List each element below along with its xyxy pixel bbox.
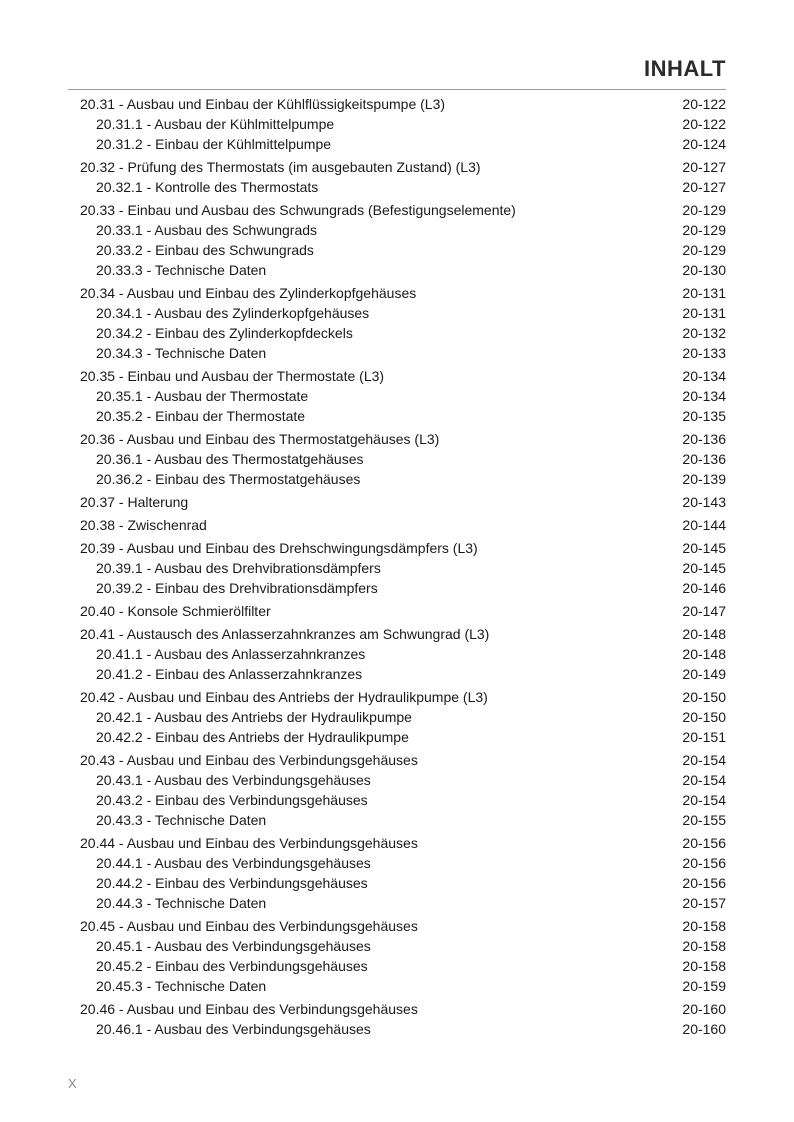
toc-entry-title: 20.32.1 - Kontrolle des Thermostats [96,179,319,195]
toc-entry[interactable] [80,916,726,936]
toc-entry-page: 20-136 [682,451,726,467]
toc-section [80,833,726,913]
toc-subentry[interactable] [80,707,726,727]
toc-entry-page: 20-133 [682,345,726,361]
toc-entry[interactable] [80,429,726,449]
toc-entry-title: 20.33.1 - Ausbau des Schwungrads [96,222,318,238]
toc-entry-title: 20.31.1 - Ausbau der Kühlmittelpumpe [96,116,335,132]
toc-entry-page: 20-158 [682,938,726,954]
toc-entry-page: 20-134 [682,368,726,384]
toc-entry-page: 20-124 [682,136,726,152]
toc-section [80,999,726,1039]
toc-subentry[interactable] [80,134,726,154]
toc-section [80,200,726,280]
toc-entry-title: 20.36.1 - Ausbau des Thermostatgehäuses [96,451,364,467]
toc-subentry[interactable] [80,770,726,790]
toc-entry-title: 20.34.1 - Ausbau des Zylinderkopfgehäuses [96,305,370,321]
toc-subentry[interactable] [80,469,726,489]
toc-subentry[interactable] [80,853,726,873]
toc-entry-page: 20-134 [682,388,726,404]
page-title: INHALT [643,56,726,81]
header-divider [68,89,726,90]
toc-subentry[interactable] [80,810,726,830]
toc-entry-title: 20.42 - Ausbau und Einbau des Antriebs der Hydraulikpumpe (L3) [80,689,488,705]
toc-subentry[interactable] [80,260,726,280]
toc-entry-title: 20.45 - Ausbau und Einbau des Verbindungsgehäuses [80,918,418,934]
toc-entry-page: 20-154 [682,772,726,788]
toc-subentry[interactable] [80,449,726,469]
toc-entry[interactable] [80,833,726,853]
toc-entry-page: 20-145 [682,560,726,576]
table-of-contents [80,94,726,1042]
toc-subentry[interactable] [80,727,726,747]
toc-subentry[interactable] [80,558,726,578]
toc-subentry[interactable] [80,406,726,426]
toc-entry-page: 20-146 [682,580,726,596]
toc-entry-title: 20.44.1 - Ausbau des Verbindungsgehäuses [96,855,371,871]
toc-entry-title: 20.44 - Ausbau und Einbau des Verbindungsgehäuses [80,835,418,851]
toc-entry-page: 20-131 [682,285,726,301]
toc-entry-title: 20.32 - Prüfung des Thermostats (im ausgebauten Zustand) (L3) [80,159,481,175]
toc-entry[interactable] [80,687,726,707]
toc-entry[interactable] [80,283,726,303]
toc-subentry[interactable] [80,976,726,996]
toc-entry-title: 20.33.2 - Einbau des Schwungrads [96,242,314,258]
toc-subentry[interactable] [80,936,726,956]
toc-entry-page: 20-156 [682,855,726,871]
toc-entry-title: 20.36 - Ausbau und Einbau des Thermostatgehäuses (L3) [80,431,440,447]
toc-section [80,687,726,747]
toc-entry-title: 20.37 - Halterung [80,494,189,510]
toc-subentry[interactable] [80,790,726,810]
toc-subentry[interactable] [80,1019,726,1039]
toc-subentry[interactable] [80,303,726,323]
toc-entry-page: 20-155 [682,812,726,828]
toc-entry-title: 20.38 - Zwischenrad [80,517,207,533]
toc-subentry[interactable] [80,956,726,976]
toc-section [80,601,726,621]
toc-entry-title: 20.45.3 - Technische Daten [96,978,267,994]
toc-entry-page: 20-127 [682,159,726,175]
toc-entry-page: 20-127 [682,179,726,195]
toc-section [80,94,726,154]
toc-entry-title: 20.39.2 - Einbau des Drehvibrationsdämpfers [96,580,378,596]
toc-entry-page: 20-131 [682,305,726,321]
toc-entry[interactable] [80,601,726,621]
toc-entry-title: 20.33.3 - Technische Daten [96,262,267,278]
toc-entry-page: 20-158 [682,918,726,934]
toc-entry-page: 20-132 [682,325,726,341]
toc-entry-page: 20-122 [682,96,726,112]
toc-entry-title: 20.45.2 - Einbau des Verbindungsgehäuses [96,958,368,974]
toc-entry-page: 20-143 [682,494,726,510]
toc-entry-title: 20.41 - Austausch des Anlasserzahnkranzes am Schwungrad (L3) [80,626,490,642]
toc-entry-page: 20-149 [682,666,726,682]
toc-section [80,750,726,830]
toc-entry-page: 20-122 [682,116,726,132]
toc-entry-page: 20-148 [682,646,726,662]
toc-section [80,916,726,996]
toc-entry-title: 20.42.2 - Einbau des Antriebs der Hydraulikpumpe [96,729,409,745]
toc-entry-page: 20-139 [682,471,726,487]
toc-entry-title: 20.39 - Ausbau und Einbau des Drehschwingungsdämpfers (L3) [80,540,478,556]
toc-entry-title: 20.39.1 - Ausbau des Drehvibrationsdämpfers [96,560,381,576]
toc-entry[interactable] [80,157,726,177]
toc-subentry[interactable] [80,323,726,343]
toc-entry-title: 20.44.3 - Technische Daten [96,895,267,911]
toc-entry[interactable] [80,200,726,220]
toc-entry-title: 20.31 - Ausbau und Einbau der Kühlflüssigkeitspumpe (L3) [80,96,446,112]
toc-entry-page: 20-135 [682,408,726,424]
toc-entry[interactable] [80,515,726,535]
toc-entry-title: 20.35.2 - Einbau der Thermostate [96,408,306,424]
toc-entry-page: 20-145 [682,540,726,556]
toc-entry-title: 20.43.1 - Ausbau des Verbindungsgehäuses [96,772,371,788]
toc-section [80,366,726,426]
toc-entry-page: 20-129 [682,242,726,258]
toc-entry-page: 20-160 [682,1001,726,1017]
toc-entry-page: 20-158 [682,958,726,974]
toc-entry-title: 20.35 - Einbau und Ausbau der Thermostate (L3) [80,368,385,384]
toc-entry-title: 20.41.2 - Einbau des Anlasserzahnkranzes [96,666,363,682]
toc-entry[interactable] [80,538,726,558]
toc-subentry[interactable] [80,114,726,134]
toc-entry-page: 20-129 [682,202,726,218]
toc-entry[interactable] [80,624,726,644]
toc-entry[interactable] [80,750,726,770]
toc-entry-page: 20-157 [682,895,726,911]
toc-section [80,515,726,535]
toc-entry-title: 20.43 - Ausbau und Einbau des Verbindungsgehäuses [80,752,418,768]
toc-entry-page: 20-136 [682,431,726,447]
toc-entry-title: 20.44.2 - Einbau des Verbindungsgehäuses [96,875,368,891]
toc-entry-title: 20.43.3 - Technische Daten [96,812,267,828]
toc-entry[interactable] [80,366,726,386]
toc-entry-page: 20-150 [682,689,726,705]
toc-entry-title: 20.34 - Ausbau und Einbau des Zylinderkopfgehäuses [80,285,417,301]
toc-subentry[interactable] [80,664,726,684]
toc-subentry[interactable] [80,893,726,913]
toc-section [80,538,726,598]
toc-entry-page: 20-156 [682,875,726,891]
toc-subentry[interactable] [80,240,726,260]
toc-entry-page: 20-144 [682,517,726,533]
toc-entry-title: 20.34.3 - Technische Daten [96,345,267,361]
toc-entry-title: 20.46.1 - Ausbau des Verbindungsgehäuses [96,1021,371,1037]
toc-entry-page: 20-154 [682,752,726,768]
toc-entry-title: 20.31.2 - Einbau der Kühlmittelpumpe [96,136,332,152]
toc-entry-title: 20.41.1 - Ausbau des Anlasserzahnkranzes [96,646,366,662]
toc-subentry[interactable] [80,343,726,363]
toc-entry-title: 20.35.1 - Ausbau der Thermostate [96,388,309,404]
toc-entry-page: 20-130 [682,262,726,278]
toc-section [80,429,726,489]
toc-entry-page: 20-159 [682,978,726,994]
toc-entry-page: 20-156 [682,835,726,851]
toc-entry-title: 20.42.1 - Ausbau des Antriebs der Hydraulikpumpe [96,709,412,725]
toc-entry-page: 20-150 [682,709,726,725]
toc-subentry[interactable] [80,578,726,598]
toc-entry-page: 20-148 [682,626,726,642]
toc-entry-page: 20-147 [682,603,726,619]
toc-entry[interactable] [80,492,726,512]
toc-entry-title: 20.45.1 - Ausbau des Verbindungsgehäuses [96,938,371,954]
toc-entry-page: 20-151 [682,729,726,745]
toc-section [80,624,726,684]
toc-subentry[interactable] [80,220,726,240]
toc-entry-title: 20.43.2 - Einbau des Verbindungsgehäuses [96,792,368,808]
toc-subentry[interactable] [80,873,726,893]
toc-entry-title: 20.40 - Konsole Schmierölfilter [80,603,271,619]
toc-entry-title: 20.34.2 - Einbau des Zylinderkopfdeckels [96,325,353,341]
toc-entry-page: 20-129 [682,222,726,238]
toc-entry-title: 20.36.2 - Einbau des Thermostatgehäuses [96,471,361,487]
toc-entry-title: 20.46 - Ausbau und Einbau des Verbindungsgehäuses [80,1001,418,1017]
toc-entry-title: 20.33 - Einbau und Ausbau des Schwungrads (Befestigungselemente) [80,202,516,218]
toc-entry-page: 20-160 [682,1021,726,1037]
toc-subentry[interactable] [80,386,726,406]
toc-subentry[interactable] [80,177,726,197]
page-number: X [68,1076,77,1091]
toc-subentry[interactable] [80,644,726,664]
toc-entry[interactable] [80,999,726,1019]
toc-entry-page: 20-154 [682,792,726,808]
toc-entry[interactable] [80,94,726,114]
toc-section [80,492,726,512]
toc-section [80,283,726,363]
toc-section [80,157,726,197]
